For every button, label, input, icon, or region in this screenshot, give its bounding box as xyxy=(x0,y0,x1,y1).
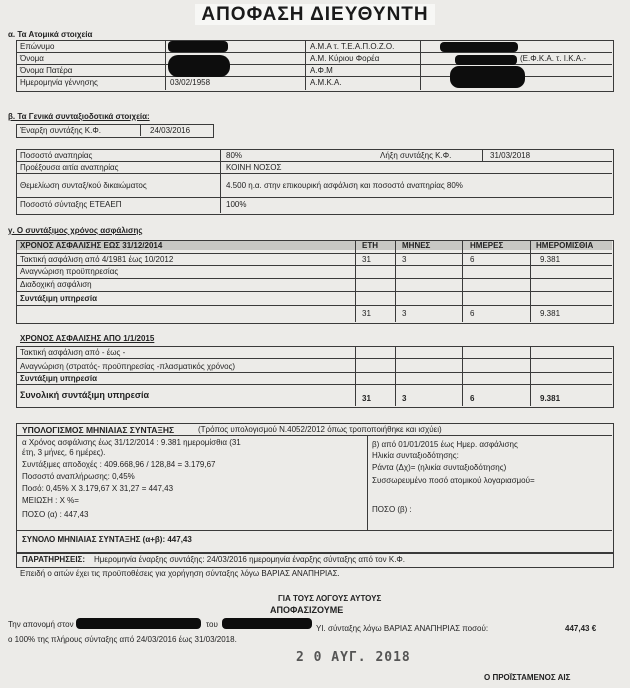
table1-row1-years: 31 xyxy=(362,255,371,264)
label-father-name: Όνομα Πατέρα xyxy=(20,66,73,75)
total-years: 31 xyxy=(362,394,371,403)
label-pension-start: Έναρξη συντάξης Κ.Φ. xyxy=(20,126,101,135)
label-birthdate: Ημερομηνία γέννησης xyxy=(20,78,98,87)
label-disability-pct: Ποσοστό αναπηρίας xyxy=(20,151,93,160)
table1-row2-label: Αναγνώριση προϋπηρεσίας xyxy=(20,267,119,276)
calculation-title: ΥΠΟΛΟΓΙΣΜΟΣ ΜΗΝΙΑΙΑΣ ΣΥΝΤΑΞΗΣ xyxy=(22,425,175,435)
decision-line1-b: του xyxy=(206,620,218,629)
label-name: Όνομα xyxy=(20,54,44,63)
value-disability-pct: 80% xyxy=(226,151,243,160)
calc-line-4: Ποσοστό αναπλήρωσης: 0,45% xyxy=(22,472,135,481)
table1-row4-label: Συντάξιμη υπηρεσία xyxy=(20,294,97,303)
calc-right-amount: ΠΟΣΟ (β) : xyxy=(372,505,412,514)
table2-row1-label: Τακτική ασφάλιση από - έως - xyxy=(20,348,126,357)
redaction-father xyxy=(222,618,312,629)
calc-line-5: Ποσό: 0,45% Χ 3.179,67 Χ 31,27 = 447,43 xyxy=(22,484,174,493)
remarks-line-2: Επειδή ο αιτών έχει τις προϋποθέσεις για χορήγηση σύνταξης λόγω ΒΑΡΙΑΣ ΑΝΑΠΗΡΙΑΣ. xyxy=(20,569,340,578)
table1-title: ΧΡΟΝΟΣ ΑΣΦΑΛΙΣΗΣ ΕΩΣ 31/12/2014 xyxy=(20,241,163,250)
label-eteaep-pct: Ποσοστό σύνταξης ΕΤΕΑΕΠ xyxy=(20,200,122,209)
value-disability-cause: ΚΟΙΝΗ ΝΟΣΟΣ xyxy=(226,163,282,172)
label-amka: Α.Μ.Κ.Α. xyxy=(310,78,342,87)
table1-row4-months: 3 xyxy=(402,309,407,318)
label-am-main: Α.Μ. Κύριου Φορέα xyxy=(310,54,380,63)
redaction-am-main xyxy=(455,55,517,65)
calc-line-6: ΜΕΙΩΣΗ : Χ %= xyxy=(22,496,79,505)
for-these-reasons: ΓΙΑ ΤΟΥΣ ΛΟΓΟΥΣ ΑΥΤΟΥΣ xyxy=(278,594,382,603)
table1-row1-months: 3 xyxy=(402,255,407,264)
label-afm: Α.Φ.Μ xyxy=(310,66,333,75)
calc-line-7: ΠΟΣΟ (α) : 447,43 xyxy=(22,510,89,519)
table1-row1-days: 6 xyxy=(470,255,475,264)
we-decide: ΑΠΟΦΑΣΙΖΟΥΜΕ xyxy=(270,605,344,615)
signatory: Ο ΠΡΟΪΣΤΑΜΕΝΟΣ ΑΙΣ xyxy=(484,673,571,682)
total-months: 3 xyxy=(402,394,407,403)
value-efka: (Ε.Φ.Κ.Α. τ. Ι.Κ.Α.- xyxy=(520,54,586,63)
calc-right-line-4: Συσσωρευμένο ποσό ατομικού λογαριασμού= xyxy=(372,476,535,485)
table1-header-days: ΗΜΕΡΕΣ xyxy=(470,241,504,250)
table1-row1-label: Τακτική ασφάλιση από 4/1981 έως 10/2012 xyxy=(20,255,174,264)
redaction-recipient xyxy=(76,618,201,629)
decision-line1-c: ΥΙ. σύνταξης λόγω ΒΑΡΙΑΣ ΑΝΑΠΗΡΙΑΣ ποσού: xyxy=(316,624,489,633)
table1-row1-wages: 9.381 xyxy=(540,255,561,264)
value-pension-start: 24/03/2016 xyxy=(150,126,191,135)
remarks-line-1: Ημερομηνία έναρξης συντάξης: 24/03/2016 ημερομηνία έναρξης σύνταξης από τον Κ.Φ. xyxy=(94,555,406,564)
calc-line-3: Συντάξιμες αποδοχές : 409.668,96 / 128,84 = 3.179,67 xyxy=(22,460,216,469)
table2-row4-label: Συνολική συντάξιμη υπηρεσία xyxy=(20,390,150,400)
decision-line2: ο 100% της πλήρους σύνταξης από 24/03/2016 έως 31/03/2018. xyxy=(8,635,237,644)
redaction-name xyxy=(168,55,230,77)
section-c-heading: γ. Ο συντάξιμος χρόνος ασφάλισης xyxy=(8,226,143,235)
redaction-surname xyxy=(168,41,228,52)
remarks-label: ΠΑΡΑΤΗΡΗΣΕΙΣ: xyxy=(22,555,86,564)
label-ama-teapozo: Α.Μ.Α τ. Τ.Ε.Α.Π.Ο.Ζ.Ο. xyxy=(310,42,395,51)
calc-right-line-3: Ράντα (Δχ)= (ηλικία συνταξιοδότησης) xyxy=(372,463,507,472)
calc-line-2: έτη, 3 μήνες, 6 ημέρες). xyxy=(22,448,106,457)
decision-amount: 447,43 € xyxy=(565,624,597,633)
table1-header-years: ΕΤΗ xyxy=(362,241,378,250)
table1-row4-days: 6 xyxy=(470,309,475,318)
value-pension-end: 31/03/2018 xyxy=(490,151,531,160)
table1-row3-label: Διαδοχική ασφάλιση xyxy=(20,280,92,289)
calculation-method: (Τρόπος υπολογισμού Ν.4052/2012 όπως τροποποιήθηκε και ισχύει) xyxy=(198,425,442,434)
value-birthdate: 03/02/1958 xyxy=(170,78,211,87)
calc-right-line-2: Ηλικία συνταξιοδότησης: xyxy=(372,451,459,460)
decision-line1-a: Την απονομή στον xyxy=(8,620,74,629)
table2-row3-label: Συντάξιμη υπηρεσία xyxy=(20,374,97,383)
document-title: ΑΠΟΦΑΣΗ ΔΙΕΥΘΥΝΤΗ xyxy=(0,4,630,26)
calc-total: ΣΥΝΟΛΟ ΜΗΝΙΑΙΑΣ ΣΥΝΤΑΞΗΣ (α+β): 447,43 xyxy=(22,535,192,544)
label-pension-end: Λήξη συντάξης Κ.Φ. xyxy=(380,151,452,160)
section-b-heading: β. Τα Γενικά συνταξιοδοτικά στοιχεία: xyxy=(8,112,150,121)
calc-right-line-1: β) από 01/01/2015 έως Ημερ. ασφάλισης xyxy=(372,440,518,449)
section-a-heading: α. Τα Ατομικά στοιχεία xyxy=(8,30,93,39)
total-wages: 9.381 xyxy=(540,394,561,403)
table1-row4-years: 31 xyxy=(362,309,371,318)
label-surname: Επώνυμο xyxy=(20,42,55,51)
redaction-ama xyxy=(440,42,518,52)
value-entitlement: 4.500 η.α. στην επικουρική ασφάλιση και ποσοστό αναπηρίας 80% xyxy=(226,181,463,190)
table1-header-months: ΜΗΝΕΣ xyxy=(402,241,431,250)
table1-header-wages: ΗΜΕΡΟΜΙΣΘΙΑ xyxy=(536,241,594,250)
value-eteaep-pct: 100% xyxy=(226,200,247,209)
label-entitlement: Θεμελίωση συνταξ/κού δικαιώματος xyxy=(20,181,147,190)
label-disability-cause: Προέξουσα αιτία αναπηρίας xyxy=(20,163,119,172)
total-days: 6 xyxy=(470,394,475,403)
table1-row4-wages: 9.381 xyxy=(540,309,561,318)
calc-line-1: α Χρόνος ασφάλισης έως 31/12/2014 : 9.381 ημερομίσθια (31 xyxy=(22,438,241,447)
redaction-afm-amka xyxy=(450,66,525,88)
table2-row2-label: Αναγνώριση (στρατός- προϋπηρεσίας -πλασματικός χρόνος) xyxy=(20,362,236,371)
table2-title: ΧΡΟΝΟΣ ΑΣΦΑΛΙΣΗΣ ΑΠΟ 1/1/2015 xyxy=(20,334,155,343)
date-stamp: 2 0 ΑΥΓ. 2018 xyxy=(296,650,411,665)
